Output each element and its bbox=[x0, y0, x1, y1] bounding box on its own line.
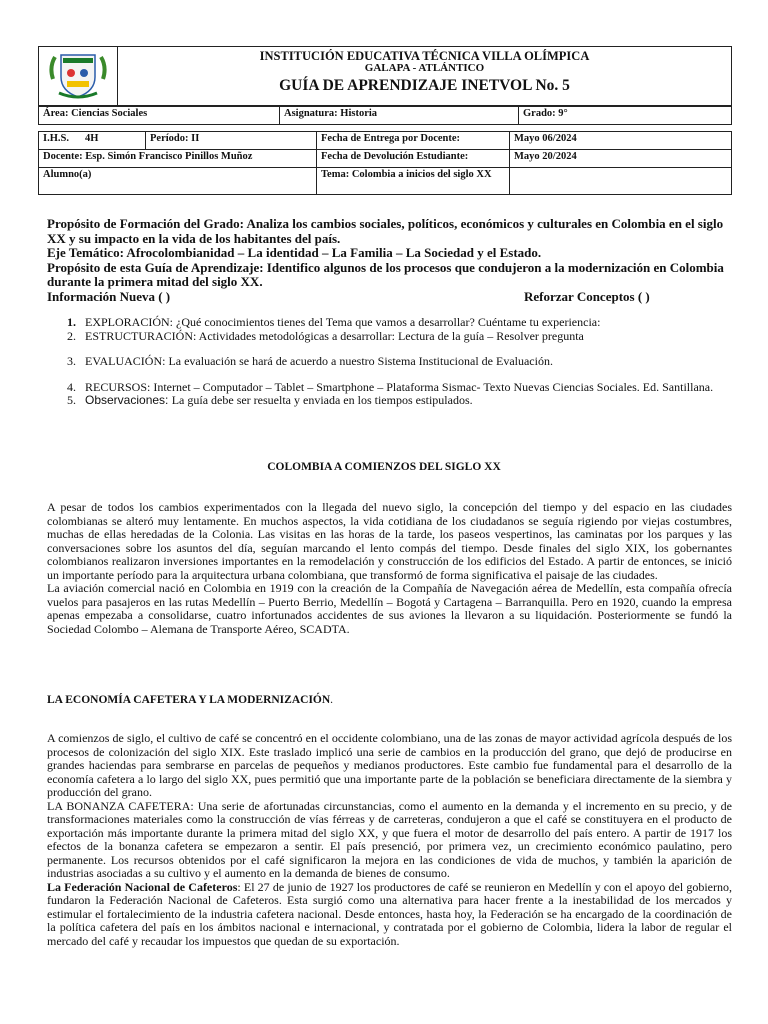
guide-title: GUÍA DE APRENDIZAJE INETVOL No. 5 bbox=[279, 77, 570, 94]
section-2-title bbox=[47, 694, 333, 706]
step-lead: Observaciones: bbox=[85, 393, 172, 407]
institution-location: GALAPA - ATLÁNTICO bbox=[364, 62, 485, 74]
list-item bbox=[47, 330, 737, 344]
purpose-block bbox=[47, 217, 727, 305]
section-1-paragraph-2: La aviación comercial nació en Colombia en 1919 con la creación de la Compañía de Navegación aérea de Medellín, esta compañía ofrecía vuelos para pasajeros en las rutas Medellín – Puerto Berrio, Medellín – Bogotá y Cartagena – Barranquilla. Pero en 1920, cuando la empresa apenas empezaba a consolidarse, cuatro infortunados accidentes de sus aviones la llevaron a su liquidación. Posteriormente se fundó la Sociedad Colombo – Alemana de Transporte Aéreo, SCADTA. bbox=[47, 581, 732, 636]
step-number: 1. bbox=[67, 315, 76, 329]
section-2-paragraph-2: LA BONANZA CAFETERA: Una serie de afortunadas circunstancias, como el aumento en la demanda y el incremento en su precio, y de transformaciones materiales como la construcción de vías férreas y de carreteras, condujeron a que el café se constituyera en el producto de exportación más importante durante la primera mitad del siglo XX, y que fuera el motor de desarrollo del país entero. A partir de 1917 los efectos de la bonanza cafetera se empezaron a sentir. El país presenció, por primera vez, un crecimiento económico paulatino, pero permanente. Los recursos obtenidos por el café significaron la mejora en las condiciones de vida de muchos, y también la aparición de industrias asociadas a su cultivo y el aumento en la demanda de bienes de consumo. bbox=[47, 798, 732, 880]
alumno-cell: Alumno(a) bbox=[39, 168, 317, 195]
section-2-title-text: LA ECONOMÍA CAFETERA Y LA MODERNIZACIÓN bbox=[47, 694, 331, 706]
institution-name: INSTITUCIÓN EDUCATIVA TÉCNICA VILLA OLÍMPICA bbox=[259, 49, 590, 63]
step-number: 4. bbox=[67, 379, 76, 394]
entrega-value: Mayo 06/2024 bbox=[510, 132, 732, 150]
section-2-title-suffix: . bbox=[330, 694, 334, 706]
devolucion-label: Fecha de Devolución Estudiante: bbox=[317, 150, 510, 168]
list-item bbox=[47, 355, 737, 369]
school-logo-icon bbox=[47, 49, 109, 101]
info-table-2 bbox=[38, 131, 732, 195]
federacion-text: : El 27 de junio de 1927 los productores de café se reunieron en Medellín y con el apoyo del gobierno, fundaron la Federación Nacional de Cafeteros. Esta surgió como una alternativa para hacer frente a la inestabilidad de los mercados y estimular el fortalecimiento de la industria cafetera nacional. Desde entonces, hasta hoy, la Federación se ha encargado de la coordinación de la política cafetera del país en los ámbitos nacional e internacional, y contratada por el gobierno de Colombia, lidera la labor de regular el mercado del café y recaudar los impuestos que quedan de su exportación. bbox=[47, 879, 732, 948]
list-item bbox=[47, 394, 737, 408]
reforzar-option: Reforzar Conceptos ( ) bbox=[524, 288, 650, 304]
institution-block bbox=[118, 47, 732, 106]
step-text: ESTRUCTURACIÓN: Actividades metodológicas a desarrollar: Lectura de la guía – Resolver pregunta bbox=[85, 328, 584, 343]
list-item bbox=[47, 316, 737, 330]
docente-cell: Docente: Esp. Simón Francisco Pinillos Muñoz bbox=[39, 150, 317, 168]
steps-list bbox=[47, 316, 737, 408]
purpose-line-3: Propósito de esta Guía de Aprendizaje: Identifico algunos de los procesos que condujeron a la modernización en Colombia durante la primera mitad del siglo XX. bbox=[47, 259, 724, 289]
ihs-label: I.H.S. bbox=[39, 132, 82, 150]
info-nueva-option: Información Nueva ( ) bbox=[47, 288, 171, 304]
logo-cell bbox=[39, 47, 118, 106]
federacion-lead: La Federación Nacional de Cafeteros bbox=[47, 879, 238, 894]
step-number: 3. bbox=[67, 354, 76, 368]
section-2-paragraph-1: A comienzos de siglo, el cultivo de café se concentró en el occidente colombiano, una de las zonas de mayor actividad agrícola después de los procesos de colonización del siglo XIX. Este traslado implicó una serie de cambios en la producción del grano, que dejó de producirse en grandes haciendas para sembrarse en parcelas de pequeños y medianos productores. Este cambio fue fundamental para el desarrollo de la economía cafetera a lo largo del siglo XX, pues permitió que una importante parte de la población se beneficiara directamente de la siembra y producción del grano. bbox=[47, 731, 732, 799]
purpose-line-1: Propósito de Formación del Grado: Analiza los cambios sociales, políticos, económicos y culturales en Colombia en el siglo XX y su impacto en la vida de los habitantes del país. bbox=[47, 216, 724, 246]
header-table bbox=[38, 46, 732, 106]
ihs-value: 4H bbox=[81, 132, 146, 150]
grado-cell: Grado: 9° bbox=[519, 107, 732, 125]
tema-cell: Tema: Colombia a inicios del siglo XX bbox=[317, 168, 510, 195]
step-text: RECURSOS: Internet – Computador – Tablet – Smartphone – Plataforma Sismac- Texto Nuevas Ciencias Sociales. Ed. Santillana. bbox=[85, 379, 714, 394]
purpose-line-2: Eje Temático: Afrocolombianidad – La identidad – La Familia – La Sociedad y el Estado. bbox=[47, 245, 542, 260]
section-2-paragraph-3 bbox=[47, 881, 732, 949]
devolucion-value: Mayo 20/2024 bbox=[510, 150, 732, 168]
periodo-cell: Período: II bbox=[146, 132, 317, 150]
section-1-body bbox=[47, 501, 732, 636]
info-options-row bbox=[47, 290, 727, 305]
asignatura-cell: Asignatura: Historia bbox=[280, 107, 519, 125]
section-1-paragraph-1: A pesar de todos los cambios experimentados con la llegada del nuevo siglo, la concepción del tiempo y del espacio en las ciudades colombianas se alteró muy lentamente. En muchos aspectos, la vida cotidiana de los ciudadanos se seguía rigiendo por viejas costumbres, muchas de ellas heredadas de la Colonia. Las visitas en las horas de la tarde, los paseos vespertinos, las caminatas por los parques y las conversaciones sobre los asuntos del día, seguían marcando el lento compás del tiempo. Desde finales del siglo XIX, los gobernantes colombianos realizaron inversiones importantes en la remodelación y construcción de los edificios del Estado. A partir de entonces, se inició un importante período para la arquitectura urbana colombiana, que transformó de forma significativa el paisaje de las ciudades. bbox=[47, 500, 732, 582]
entrega-label: Fecha de Entrega por Docente: bbox=[317, 132, 510, 150]
area-cell: Área: Ciencias Sociales bbox=[39, 107, 280, 125]
step-number: 2. bbox=[67, 328, 76, 343]
list-item bbox=[47, 381, 737, 395]
tema-empty-cell bbox=[510, 168, 732, 195]
section-2-body bbox=[47, 732, 732, 948]
info-table bbox=[38, 106, 732, 125]
section-1-title: COLOMBIA A COMIENZOS DEL SIGLO XX bbox=[267, 461, 501, 473]
step-text: La guía debe ser resuelta y enviada en los tiempos estipulados. bbox=[171, 393, 473, 407]
step-number: 5. bbox=[67, 393, 76, 407]
step-text: EVALUACIÓN: La evaluación se hará de acuerdo a nuestro Sistema Institucional de Evaluación. bbox=[85, 354, 553, 368]
step-text: EXPLORACIÓN: ¿Qué conocimientos tienes del Tema que vamos a desarrollar? Cuéntame tu experiencia: bbox=[85, 315, 601, 329]
